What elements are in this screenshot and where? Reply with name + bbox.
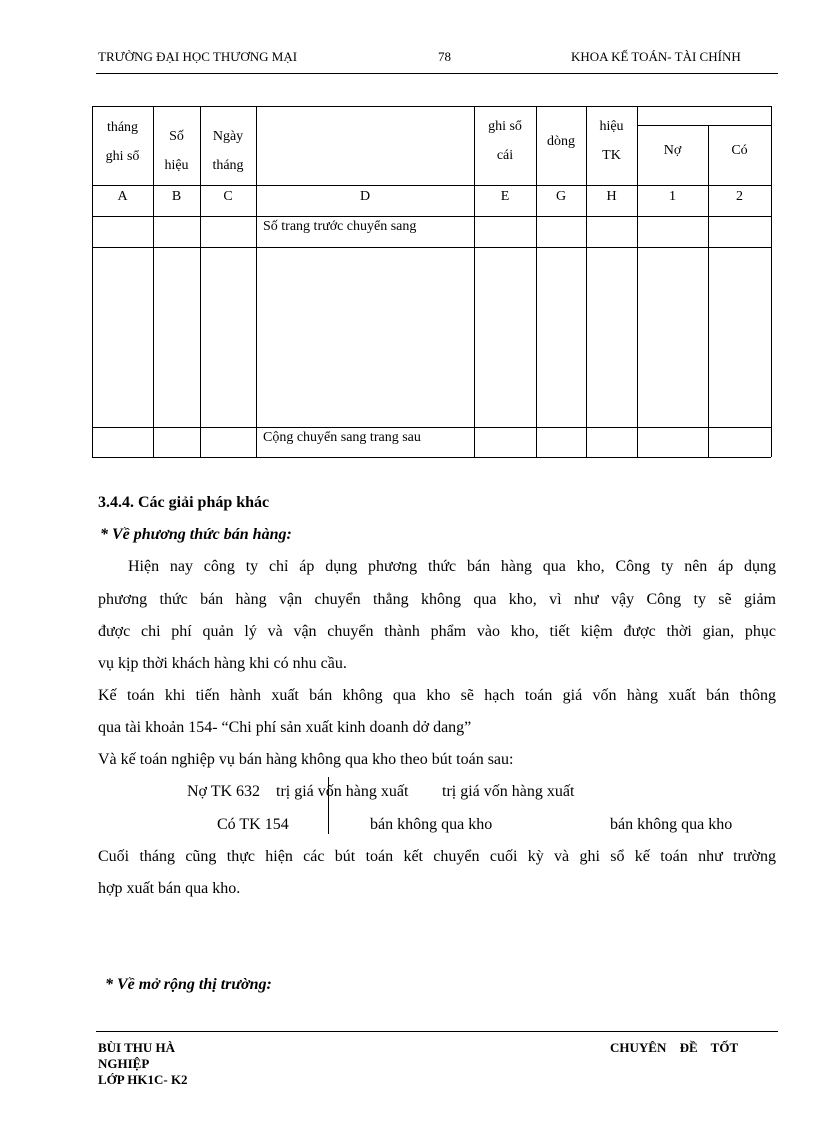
- paragraph-line: Hiện nay công ty chỉ áp dụng phương thức bán hàng qua kho, Công ty nên áp dụng: [128, 558, 776, 575]
- footer-class: LỚP HK1C- K2: [98, 1072, 188, 1087]
- header-faculty: KHOA KẾ TOÁN- TÀI CHÍNH: [571, 49, 741, 64]
- header-rule: [96, 73, 778, 74]
- col-letter-a: A: [117, 189, 128, 204]
- table-row-line: [92, 247, 771, 248]
- footer-rule: [96, 1031, 778, 1032]
- row-carry-out-label: Cộng chuyển sang trang sau: [263, 430, 421, 445]
- entry-credit-desc-2: bán không qua kho: [610, 816, 733, 833]
- table-letter-line: [92, 216, 771, 217]
- paragraph-line: Và kế toán nghiệp vụ bán hàng không qua kho theo bút toán sau:: [98, 751, 514, 768]
- col-letter-1: 1: [669, 189, 676, 204]
- paragraph-line: Cuối tháng cũng thực hiện các bút toán kết chuyển cuối kỳ và ghi sổ kế toán như trường: [98, 848, 776, 865]
- col-letter-e: E: [500, 189, 510, 204]
- table-border-bottom: [92, 457, 771, 458]
- col-letter-h: H: [606, 189, 617, 204]
- entry-credit-desc: bán không qua kho: [370, 816, 493, 833]
- paragraph-line: qua tài khoản 154- “Chi phí sản xuất kinh doanh dở dang”: [98, 719, 472, 736]
- header-school: TRƯỜNG ĐẠI HỌC THƯƠNG MẠI: [98, 49, 298, 64]
- paragraph-line: vụ kịp thời khách hàng khi có nhu cầu.: [98, 655, 347, 672]
- footer-author: BÙI THU HÀ: [98, 1040, 176, 1055]
- col-letter-b: B: [171, 189, 182, 204]
- footer-author-line2: NGHIỆP: [98, 1056, 150, 1071]
- col-letter-c: C: [223, 189, 233, 204]
- subheading-sales-method: * Về phương thức bán hàng:: [100, 526, 292, 543]
- subheading-market: * Về mở rộng thị trường:: [105, 976, 272, 993]
- col-credit-header: Có: [731, 143, 748, 158]
- col-h-header-l1: hiệu: [599, 119, 624, 134]
- col-e-header-l2: cái: [496, 148, 514, 163]
- col-letter-2: 2: [736, 189, 743, 204]
- col-a-header-l1: tháng: [106, 120, 139, 135]
- entry-debit-account: Nợ TK 632: [187, 783, 261, 800]
- entry-credit-account: Có TK 154: [217, 816, 289, 833]
- table-col-line: [256, 106, 257, 457]
- table-head-line: [92, 185, 771, 186]
- row-carry-in-label: Số trang trước chuyển sang: [263, 219, 417, 234]
- table-border-top: [92, 106, 771, 107]
- entry-debit-desc: trị giá vốn hàng xuất: [276, 783, 409, 800]
- paragraph-line: được chi phí quản lý và vận chuyển thành phẩm vào kho, tiết kiệm được thời gian, phục: [98, 623, 776, 640]
- col-b-header-l2: hiệu: [164, 158, 189, 173]
- paragraph-line: Kế toán khi tiến hành xuất bán không qua kho sẽ hạch toán giá vốn hàng xuất bán thông: [98, 687, 776, 704]
- paragraph-line: phương thức bán hàng vận chuyển thẳng không qua kho, vì như vậy Công ty sẽ giảm: [98, 591, 776, 608]
- table-col-line: [771, 106, 772, 457]
- col-letter-d: D: [359, 189, 371, 204]
- entry-divider: [328, 777, 329, 834]
- page-number: 78: [438, 49, 451, 64]
- col-e-header-l1: ghi sổ: [488, 119, 522, 134]
- table-col-line: [637, 106, 638, 457]
- footer-title: CHUYÊN ĐỀ TỐT: [610, 1040, 739, 1055]
- table-group-line: [637, 125, 771, 126]
- col-h-header-l2: TK: [602, 148, 621, 163]
- col-c-header-l1: Ngày: [212, 129, 244, 144]
- col-letter-g: G: [555, 189, 567, 204]
- section-heading: 3.4.4. Các giải pháp khác: [98, 494, 270, 511]
- col-a-header-l2: ghi sổ: [105, 149, 140, 164]
- table-row-line: [92, 427, 771, 428]
- entry-debit-desc-2: trị giá vốn hàng xuất: [442, 783, 575, 800]
- col-g-header: dòng: [547, 134, 575, 149]
- col-debit-header: Nợ: [663, 143, 682, 158]
- table-col-line: [708, 125, 709, 457]
- paragraph-line: hợp xuất bán qua kho.: [98, 880, 241, 897]
- col-b-header-l1: Số: [169, 129, 184, 144]
- table-col-line: [536, 106, 537, 457]
- col-c-header-l2: tháng: [212, 158, 244, 173]
